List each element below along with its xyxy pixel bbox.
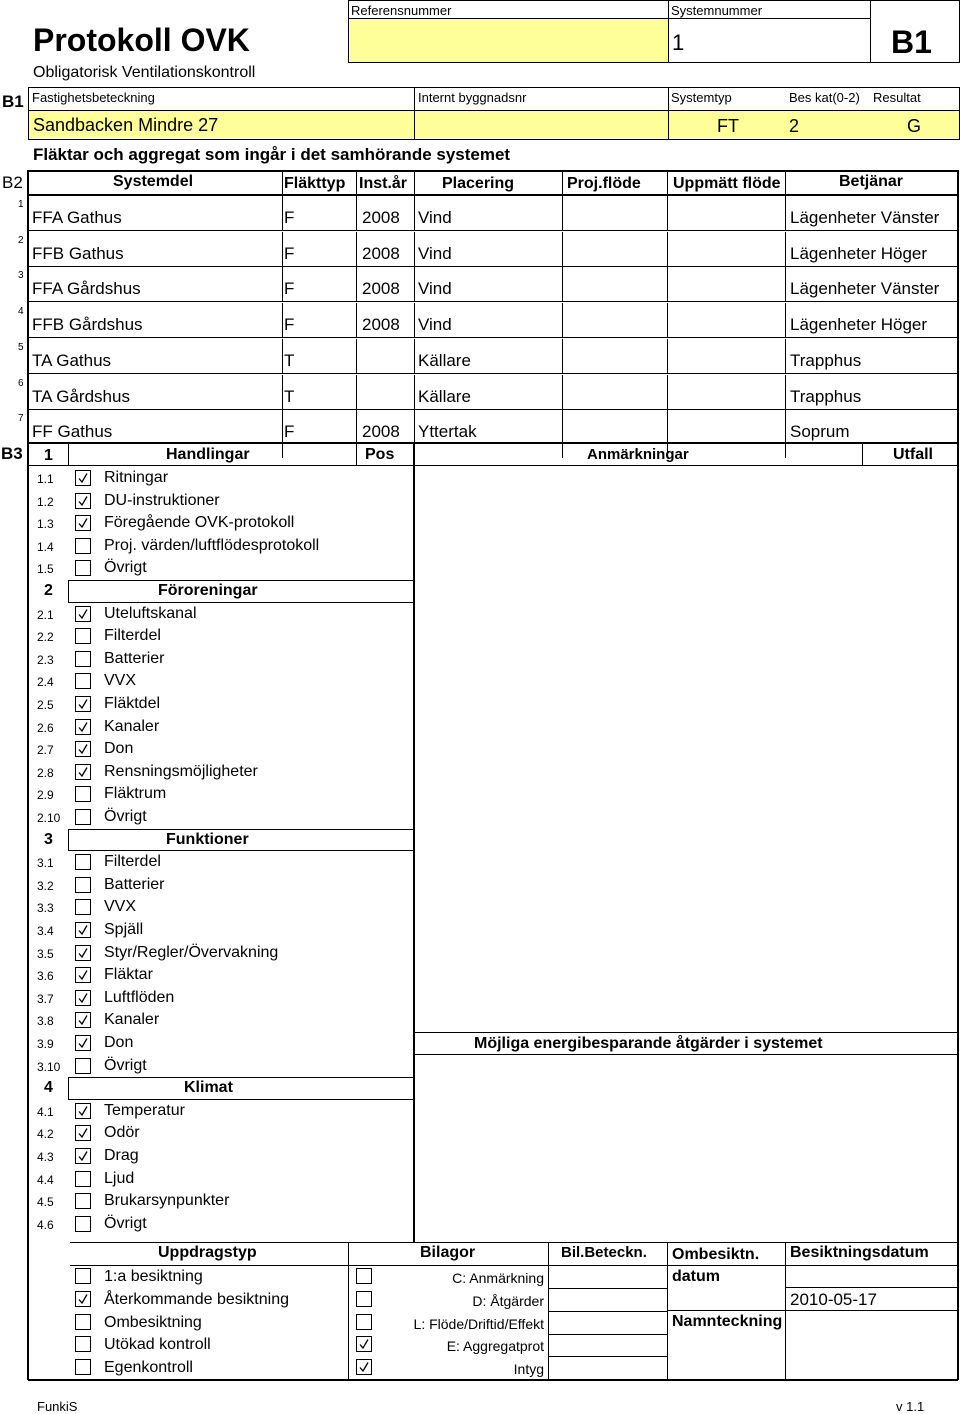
section-divider [68, 580, 414, 581]
signature-label: Namnteckning [672, 1313, 783, 1330]
checkbox-item[interactable] [75, 651, 91, 667]
item-label: Fläktdel [104, 695, 161, 712]
pos-label: Pos [365, 446, 395, 463]
item-number: 1.1 [37, 472, 54, 486]
reference-label: Referensnummer [351, 3, 452, 18]
checkbox-item[interactable] [75, 877, 91, 893]
system-type-value: FT [717, 116, 739, 136]
row-divider [28, 409, 958, 410]
item-label: Ritningar [104, 469, 169, 486]
checkbox-item[interactable] [75, 673, 91, 689]
attachment-designation-line [548, 1311, 668, 1312]
system-type-label: Systemtyp [671, 90, 732, 105]
section-divider [68, 580, 69, 603]
section-divider [68, 1077, 414, 1078]
checkbox-item[interactable] [75, 967, 91, 983]
serves: Trapphus [790, 386, 862, 406]
col-divider [785, 267, 786, 302]
item-label: Spjäll [104, 921, 144, 938]
col-divider [562, 410, 563, 458]
checkbox-item[interactable] [75, 741, 91, 757]
attachment-designation-line [548, 1356, 668, 1357]
checkbox-item[interactable] [75, 1148, 91, 1164]
row-number: 6 [18, 377, 24, 389]
fan-type: T [284, 350, 295, 370]
checkbox-item[interactable] [75, 470, 91, 486]
col-divider [414, 232, 415, 267]
col-divider [282, 267, 283, 302]
item-number: 4.3 [37, 1150, 54, 1164]
item-label: Batterier [104, 875, 165, 893]
checkbox-item[interactable] [75, 922, 91, 938]
attachment-label: E: Aggregatprot [446, 1338, 544, 1355]
col-divider [785, 375, 786, 410]
col-divider [785, 232, 786, 267]
attachment-designation-line [548, 1379, 668, 1380]
item-label: Fläktar [104, 966, 153, 984]
col-divider [667, 303, 668, 338]
checkbox-item[interactable] [75, 990, 91, 1006]
attachment-label: L: Flöde/Driftid/Effekt [413, 1315, 544, 1332]
item-label: Odör [104, 1124, 140, 1142]
col-divider [785, 410, 786, 458]
serves: Lägenheter Vänster [790, 208, 940, 227]
row-number: 1 [18, 199, 24, 210]
placement: Källare [418, 386, 471, 406]
item-number: 3.6 [37, 969, 54, 984]
section-number: 4 [44, 1079, 53, 1097]
item-label: Uteluftskanal [104, 604, 197, 622]
assignment-label: 1:a besiktning [104, 1268, 203, 1285]
row-divider [28, 266, 958, 267]
item-number: 3.10 [37, 1059, 61, 1074]
col-divider [356, 339, 357, 374]
section-number: 1 [44, 447, 53, 464]
checkbox-item[interactable] [75, 945, 91, 961]
serves: Lägenheter Höger [790, 315, 928, 335]
item-label: Don [104, 1034, 134, 1051]
checkbox-item[interactable] [75, 493, 91, 509]
assignment-type-label: Uppdragstyp [158, 1244, 257, 1261]
col-divider [356, 196, 357, 231]
assignment-label: Utökad kontroll [104, 1336, 211, 1354]
section-tag-b2: B2 [2, 173, 23, 192]
item-number: 1.2 [37, 494, 54, 509]
install-year: 2008 [362, 315, 400, 335]
col-divider [414, 267, 415, 302]
result-value: G [907, 116, 922, 136]
item-label: Övrigt [104, 559, 147, 577]
serves: Soprum [790, 422, 850, 442]
col-divider [667, 196, 668, 231]
item-number: 2.4 [37, 675, 54, 690]
item-number: 4.5 [37, 1195, 54, 1210]
checkbox-item[interactable] [75, 786, 91, 802]
col-divider [562, 339, 563, 374]
section-number: 2 [44, 582, 53, 599]
item-label: Övrigt [104, 1214, 147, 1232]
col-divider [667, 267, 668, 302]
col-instar: Inst.år [359, 175, 408, 192]
item-number: 4.6 [37, 1217, 54, 1232]
item-label: Drag [104, 1147, 139, 1164]
section-tag-b1: B1 [2, 92, 24, 111]
item-label: DU-instruktioner [104, 491, 220, 509]
placement: Vind [418, 208, 452, 227]
col-divider [414, 196, 415, 231]
reference-field[interactable] [350, 18, 668, 62]
item-label: Övrigt [104, 808, 147, 825]
col-divider [562, 375, 563, 410]
col-divider [562, 232, 563, 267]
property-value: Sandbacken Mindre 27 [33, 115, 219, 135]
col-divider [282, 303, 283, 338]
checkbox-item[interactable] [75, 628, 91, 644]
row-number: 7 [18, 413, 24, 425]
section-title: Föroreningar [158, 582, 258, 599]
fan-type: F [284, 422, 295, 442]
item-label: Proj. värden/luftflödesprotokoll [104, 536, 320, 554]
item-number: 2.7 [37, 743, 54, 758]
checkbox-item[interactable] [75, 1171, 91, 1187]
item-number: 2.2 [37, 630, 54, 645]
col-divider [414, 303, 415, 338]
checkbox-item[interactable] [75, 1125, 91, 1141]
item-number: 3.4 [37, 924, 54, 938]
col-divider [414, 339, 415, 374]
install-year: 2008 [362, 422, 400, 442]
checkbox-item[interactable] [75, 854, 91, 870]
item-number: 3.3 [37, 901, 54, 916]
col-divider [667, 232, 668, 267]
item-label: Ljud [104, 1169, 135, 1187]
version-label: v 1.1 [896, 1399, 925, 1414]
item-number: 4.4 [37, 1172, 54, 1187]
col-divider [785, 196, 786, 231]
section-title: Handlingar [166, 446, 250, 463]
assignment-checkbox[interactable] [75, 1359, 91, 1375]
energy-heading: Möjliga energibesparande åtgärder i systemet [474, 1035, 823, 1052]
row-number: 5 [18, 341, 24, 353]
property-label: Fastighetsbeteckning [32, 90, 155, 105]
item-number: 4.1 [37, 1104, 54, 1119]
item-label: VVX [104, 672, 137, 690]
checkbox-item[interactable] [75, 696, 91, 712]
system-part: TA Gathus [32, 350, 112, 370]
attachment-designation-label: Bil.Beteckn. [561, 1244, 647, 1261]
placement: Yttertak [418, 422, 477, 442]
result-label: Resultat [873, 90, 921, 105]
col-flakttyp: Fläkttyp [284, 175, 346, 192]
col-divider [356, 375, 357, 410]
attachment-checkbox[interactable] [356, 1314, 372, 1330]
row-divider [28, 337, 958, 338]
item-number: 2.8 [37, 765, 54, 780]
col-divider [785, 303, 786, 338]
row-number: 4 [18, 306, 24, 318]
remarks-label: Anmärkningar [587, 446, 689, 463]
item-number: 2.6 [37, 720, 54, 735]
item-label: Don [104, 740, 134, 758]
assignment-label: Egenkontroll [104, 1359, 193, 1377]
serves: Trapphus [790, 350, 862, 370]
system-part: TA Gårdshus [32, 386, 130, 406]
system-number-value: 1 [672, 30, 685, 55]
placement: Vind [418, 279, 452, 299]
attachment-label: D: Åtgärder [472, 1292, 544, 1309]
install-year: 2008 [362, 208, 400, 227]
fan-type: F [284, 208, 295, 227]
outcome-label: Utfall [893, 446, 933, 463]
attachment-checkbox[interactable] [356, 1291, 372, 1307]
col-divider [414, 375, 415, 410]
serves: Lägenheter Vänster [790, 279, 940, 299]
item-number: 1.4 [37, 539, 54, 554]
fan-type: T [284, 386, 295, 406]
col-divider [356, 303, 357, 338]
row-divider [28, 301, 958, 302]
checkbox-item[interactable] [75, 1058, 91, 1074]
item-label: VVX [104, 898, 137, 916]
row-number: 2 [18, 234, 24, 246]
fan-type: F [284, 243, 295, 263]
system-part: FF Gathus [32, 422, 113, 442]
attachment-label: Intyg [513, 1361, 544, 1378]
fan-type: F [284, 315, 295, 335]
col-divider [282, 339, 283, 374]
checkbox-item[interactable] [75, 809, 91, 825]
attachment-checkbox[interactable] [356, 1336, 372, 1352]
item-number: 4.2 [37, 1127, 54, 1142]
checkbox-item[interactable] [75, 764, 91, 780]
row-divider [28, 373, 958, 374]
placement: Vind [418, 315, 452, 335]
item-label: Rensningsmöjligheter [104, 762, 258, 780]
col-placering: Placering [442, 175, 515, 192]
col-divider [562, 303, 563, 338]
inspection-category-value: 2 [789, 116, 800, 136]
col-divider [356, 232, 357, 267]
col-divider [282, 375, 283, 410]
item-number: 3.1 [37, 856, 54, 871]
item-label: Kanaler [104, 717, 160, 735]
col-divider [667, 339, 668, 374]
item-number: 1.3 [37, 517, 54, 532]
row-divider [28, 230, 958, 231]
section-divider [68, 1077, 69, 1100]
col-divider [282, 232, 283, 267]
item-label: Kanaler [104, 1011, 160, 1029]
system-number-label: Systemnummer [671, 3, 763, 18]
checkbox-item[interactable] [75, 1193, 91, 1209]
section-number: 3 [44, 830, 53, 848]
col-systemdel: Systemdel [113, 173, 194, 190]
inspection-category-label: Bes kat(0-2) [789, 90, 860, 105]
attachment-checkbox[interactable] [356, 1359, 372, 1375]
system-part: FFA Gårdshus [32, 279, 141, 299]
col-projflode: Proj.flöde [567, 175, 641, 192]
col-divider [282, 410, 283, 458]
system-part: FFB Gathus [32, 243, 124, 263]
col-uppmatt-flode: Uppmätt flöde [673, 175, 781, 192]
building-number-label: Internt byggnadsnr [418, 90, 527, 105]
page-subtitle: Obligatorisk Ventilationskontroll [33, 64, 256, 81]
item-number: 2.3 [37, 652, 54, 667]
item-number: 1.5 [37, 562, 54, 577]
attachment-checkbox[interactable] [356, 1268, 372, 1284]
item-number: 3.7 [37, 991, 54, 1006]
col-divider [562, 267, 563, 302]
reinspection-label: Ombesiktn. [672, 1246, 760, 1263]
item-label: Filterdel [104, 853, 161, 871]
item-number: 3.5 [37, 946, 54, 961]
checkbox-item[interactable] [75, 899, 91, 915]
item-label: Luftflöden [104, 988, 175, 1006]
col-divider [356, 267, 357, 302]
checkbox-item[interactable] [75, 1012, 91, 1028]
section-divider [68, 829, 69, 852]
item-label: Övrigt [104, 1056, 147, 1074]
attachment-label: C: Anmärkning [452, 1270, 544, 1286]
item-label: Fläktrum [104, 785, 167, 803]
system-part: FFB Gårdshus [32, 315, 143, 335]
checkbox-item[interactable] [75, 560, 91, 576]
assignment-label: Ombesiktning [104, 1313, 202, 1331]
checkbox-item[interactable] [75, 1103, 91, 1119]
checkbox-item[interactable] [75, 515, 91, 531]
section-divider [68, 1099, 414, 1100]
section-divider [68, 602, 414, 603]
assignment-checkbox[interactable] [75, 1291, 91, 1307]
inspection-date-label: Besiktningsdatum [790, 1244, 929, 1261]
assignment-label: Återkommande besiktning [104, 1290, 289, 1308]
assignment-checkbox[interactable] [75, 1268, 91, 1284]
placement: Vind [418, 243, 452, 263]
section-title: Klimat [184, 1079, 233, 1097]
col-divider [282, 196, 283, 231]
item-number: 2.10 [37, 811, 61, 825]
item-label: Föregående OVK-protokoll [104, 514, 295, 532]
col-betjanar: Betjänar [839, 173, 904, 190]
col-divider [562, 196, 563, 231]
checkbox-item[interactable] [75, 1216, 91, 1232]
fans-heading: Fläktar och aggregat som ingår i det samhörande systemet [33, 145, 511, 164]
section-title: Funktioner [166, 830, 249, 848]
checkbox-item[interactable] [75, 538, 91, 554]
section-divider [68, 829, 414, 830]
page-title: Protokoll OVK [33, 22, 250, 58]
attachments-label: Bilagor [420, 1244, 476, 1261]
item-label: Styr/Regler/Övervakning [104, 943, 279, 961]
row-number: 3 [18, 270, 24, 282]
placement: Källare [418, 350, 471, 370]
item-label: Filterdel [104, 627, 161, 645]
item-number: 2.9 [37, 788, 54, 803]
section-tag-b3: B3 [1, 444, 23, 463]
system-part: FFA Gathus [32, 208, 122, 227]
item-number: 3.9 [37, 1037, 54, 1051]
assignment-checkbox[interactable] [75, 1314, 91, 1330]
item-number: 2.5 [37, 698, 54, 712]
item-number: 2.1 [37, 607, 54, 622]
attachment-designation-line [548, 1288, 668, 1289]
brand-label: FunkiS [37, 1399, 78, 1414]
item-number: 3.8 [37, 1014, 54, 1029]
attachment-designation-line [548, 1334, 668, 1335]
col-divider [667, 375, 668, 410]
fan-type: F [284, 279, 295, 299]
inspection-date-value: 2010-05-17 [790, 1290, 877, 1309]
reinspection-date-label: datum [672, 1268, 720, 1285]
section-divider [68, 850, 414, 851]
col-divider [785, 339, 786, 374]
col-divider [68, 442, 69, 466]
checkbox-item[interactable] [75, 606, 91, 622]
form-badge: B1 [891, 24, 932, 60]
checkbox-item[interactable] [75, 719, 91, 735]
install-year: 2008 [362, 243, 400, 263]
assignment-checkbox[interactable] [75, 1336, 91, 1352]
item-label: Temperatur [104, 1101, 185, 1119]
item-label: Batterier [104, 649, 165, 667]
item-number: 3.2 [37, 878, 54, 893]
checkbox-item[interactable] [75, 1035, 91, 1051]
install-year: 2008 [362, 279, 400, 299]
item-label: Brukarsynpunkter [104, 1192, 230, 1210]
serves: Lägenheter Höger [790, 243, 928, 263]
